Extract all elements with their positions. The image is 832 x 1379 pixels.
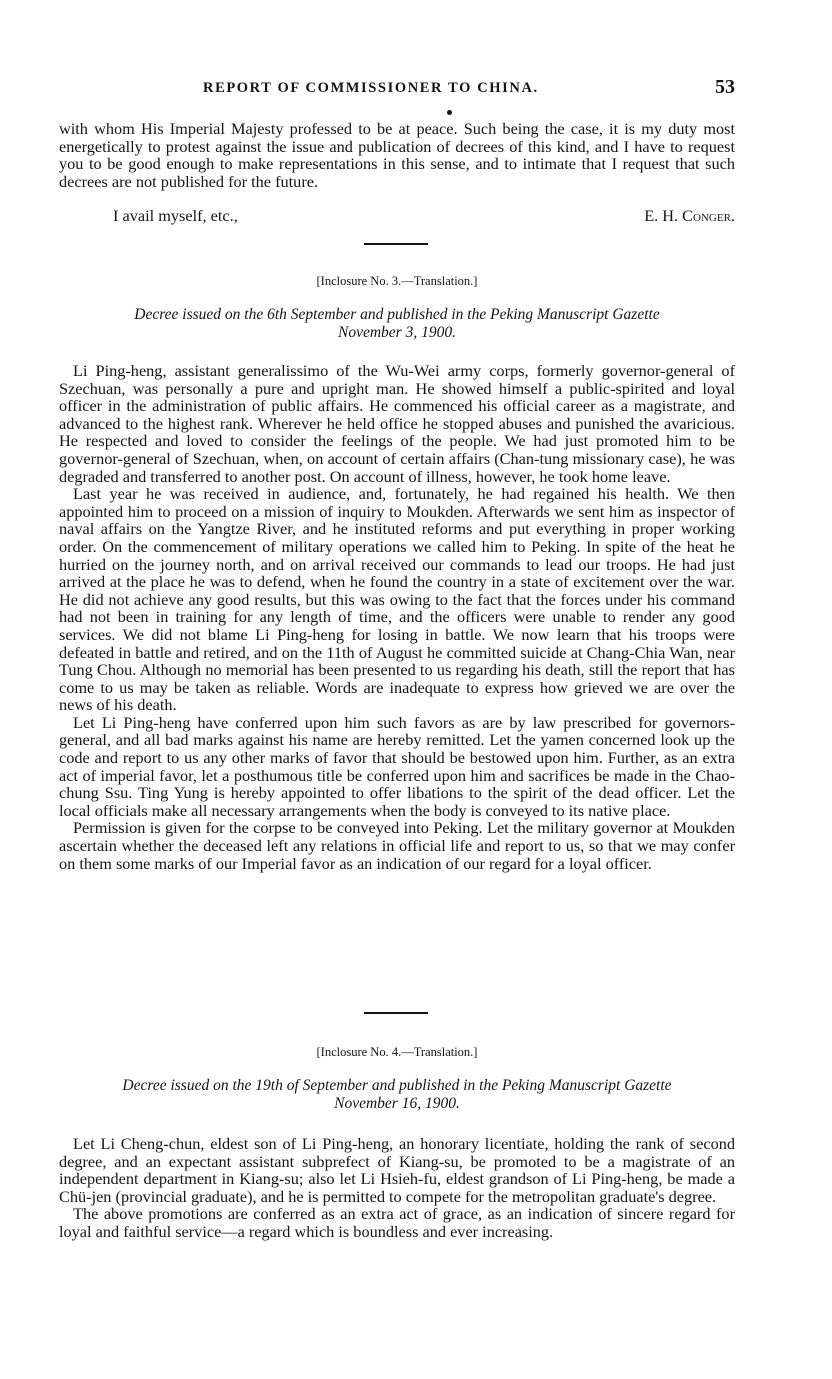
inclosure-3-title (59, 306, 735, 342)
running-title: REPORT OF COMMISSIONER TO CHINA. (203, 80, 539, 96)
decree-paragraph: Permission is given for the corpse to be conveyed into Peking. Let the military governor at Moukden ascertain whether the deceased left any relations in official life and report to us, so that we may confer on them some marks of our Imperial favor as an indication of our regard for a loyal officer. (59, 818, 735, 873)
inclosure-4-body (59, 1135, 735, 1241)
inclosure-3-title-line2: November 3, 1900. (338, 324, 456, 341)
inclosure-4-title-line2: November 16, 1900. (334, 1095, 460, 1112)
inclosure-3-title-line1: Decree issued on the 6th September and published in the Peking Manuscript Gazette (134, 306, 660, 323)
decree-paragraph: Li Ping-heng, assistant generalissimo of the Wu-Wei army corps, formerly governor-general of Szechuan, was personally a pure and upright man. He showed himself a public-spirited and loyal officer in the administration of public affairs. He commenced his official career as a magistrate, and advanced to the highest rank. Wherever he held office he stopped abuses and punished the avaricious. He respected and loved to consider the feelings of the people. We had just promoted him to be governor-general of Szechuan, when, on account of certain affairs (Chan-tung missionary case), he was degraded and transferred to another post. On account of illness, however, he took home leave. (59, 361, 735, 486)
decree-paragraph: Let Li Cheng-chun, eldest son of Li Ping-heng, an honorary licentiate, holding the rank of second degree, and an expectant assistant subprefect of Kiang-su, be promoted to be a magistrate of an independent department in Kiang-su; also let Li Hsieh-fu, eldest grandson of Li Ping-heng, be made a Chü-jen (provincial graduate), and he is permitted to compete for the metropolitan graduate's degree. (59, 1134, 735, 1206)
closing-line: I avail myself, etc., (113, 206, 238, 225)
inclosure-3-body (59, 362, 735, 872)
section-divider (364, 1012, 428, 1014)
decree-paragraph: Last year he was received in audience, and, fortunately, he had regained his health. We then appointed him to proceed on a mission of inquiry to Moukden. Afterwards we sent him as inspector of naval affairs on the Yangtze River, and he instituted reforms and put everything in proper working order. On the commencement of military operations we called him to Peking. In spite of the heat he hurried on the journey north, and on arrival received our commands to lead our troops. He had just arrived at the place he was to defend, when he found the country in a state of excitement over the war. He did not achieve any good results, but this was owing to the fact that the forces under his command had not been in training for any length of time, and the officers were unable to render any good services. We did not blame Li Ping-heng for losing in battle. We now learn that his troops were defeated in battle and retired, and on the 11th of August he committed suicide at Chang-Chia Wan, near Tung Chou. Although no memorial has been presented to us regarding his death, still the report that has come to us may be taken as reliable. Words are inadequate to express how grieved we are over the news of his death. (59, 484, 735, 715)
decree-paragraph: The above promotions are conferred as an extra act of grace, as an indication of sincere regard for loyal and faithful service—a regard which is boundless and ever increasing. (59, 1204, 735, 1241)
letter-continuation (59, 120, 735, 190)
letter-paragraph: with whom His Imperial Majesty professed to be at peace. Such being the case, it is my duty most energetically to protest against the issue and publication of decrees of this kind, and I have to request you to be good enough to make representations in this sense, and to intimate that I request that such decrees are not published for the future. (59, 119, 735, 191)
letter-signoff (59, 206, 735, 226)
inclosure-3-heading: [Inclosure No. 3.—Translation.] (316, 274, 478, 288)
page-number: 53 (715, 76, 735, 98)
running-header (59, 76, 735, 100)
section-divider (364, 243, 428, 245)
ink-dot-mark (447, 110, 452, 115)
inclosure-4-title-line1: Decree issued on the 19th of September and published in the Peking Manuscript Gazette (122, 1077, 672, 1094)
inclosure-4-title (59, 1077, 735, 1113)
decree-paragraph: Let Li Ping-heng have conferred upon him such favors as are by law prescribed for governors-general, and all bad marks against his name are hereby remitted. Let the yamen concerned look up the code and report to us any other marks of favor that should be bestowed upon him. Further, as an extra act of imperial favor, let a posthumous title be conferred upon him and sacrifices be made in the Chao-chung Ssu. Ting Yung is hereby appointed to offer libations to the spirit of the dead officer. Let the local officials make all necessary arrangements when the body is conveyed to its native place. (59, 712, 735, 820)
inclosure-4-heading: [Inclosure No. 4.—Translation.] (316, 1045, 478, 1059)
signer-name: E. H. Conger. (644, 206, 735, 225)
